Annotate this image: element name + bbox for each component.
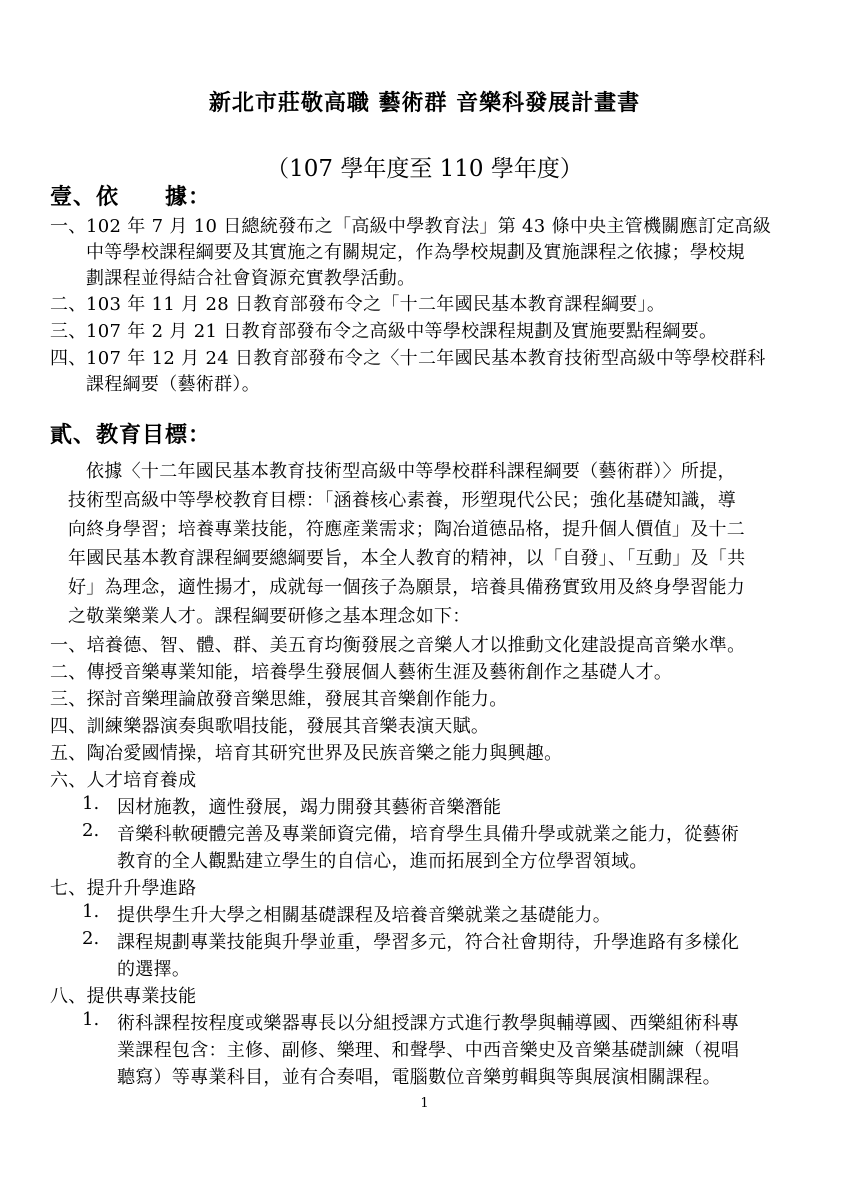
section-heading-goals: 貳、教育目標： xyxy=(50,422,212,448)
basis-item-1-line-3: 劃課程並得結合社會資源充實教學活動。 xyxy=(86,268,416,289)
goal-3: 三、探討音樂理論啟發音樂思維，發展其音樂創作能力。 xyxy=(50,689,508,710)
goals-intro-line-2: 技術型高級中等學校教育目標：「涵養核心素養，形塑現代公民；強化基礎知識，導 xyxy=(68,490,737,511)
goal-7-item-2-line-1: 課程規劃專業技能與升學並重，學習多元，符合社會期待，升學進路有多樣化 xyxy=(117,932,740,953)
basis-item-3-line-1: 107 年 2 月 21 日教育部發布令之高級中等學校課程規劃及實施要點程綱要。 xyxy=(86,321,718,342)
goal-6-item-2-line-2: 教育的全人觀點建立學生的自信心，進而拓展到全方位學習領域。 xyxy=(117,851,648,872)
goal-8-item-1-number: 1. xyxy=(82,1009,100,1030)
basis-item-2-marker: 二、 xyxy=(50,294,87,315)
basis-item-4-marker: 四、 xyxy=(50,348,87,369)
basis-item-3-marker: 三、 xyxy=(50,321,87,342)
goal-4: 四、訓練樂器演奏與歌唱技能，發展其音樂表演天賦。 xyxy=(50,716,490,737)
goal-1: 一、培養德、智、體、群、美五育均衡發展之音樂人才以推動文化建設提高音樂水準。 xyxy=(50,635,746,656)
section-heading-basis: 壹、依 據： xyxy=(50,184,212,210)
document-title: 新北市莊敬高職 藝術群 音樂科發展計畫書 xyxy=(208,90,641,116)
goal-6-item-1-line-1: 因材施教，適性發展，竭力開發其藝術音樂潛能 xyxy=(117,797,502,818)
basis-item-2-line-1: 103 年 11 月 28 日教育部發布令之「十二年國民基本教育課程綱要」。 xyxy=(86,294,666,315)
goal-8-item-1-line-3: 聽寫）等專業科目，並有合奏唱，電腦數位音樂剪輯與等與展演相關課程。 xyxy=(117,1067,721,1088)
goal-7-item-2-line-2: 的選擇。 xyxy=(117,959,191,980)
goals-intro-line-1: 依據〈十二年國民基本教育技術型高級中等學校群科課程綱要（藝術群）〉所提， xyxy=(86,461,736,482)
goal-2: 二、傳授音樂專業知能，培養學生發展個人藝術生涯及藝術創作之基礎人才。 xyxy=(50,662,673,683)
basis-item-1-line-1: 102 年 7 月 10 日總統發布之「高級中學教育法」第 43 條中央主管機關應訂定高級 xyxy=(86,216,772,237)
goals-intro-line-5: 好」為理念，適性揚才，成就每一個孩子為願景，培養具備務實致用及終身學習能力 xyxy=(68,577,746,598)
document-subtitle: （107 學年度至 110 學年度） xyxy=(266,156,583,182)
goal-6-item-1-number: 1. xyxy=(82,793,100,814)
goals-intro-line-3: 向終身學習；培養專業技能，符應產業需求；陶冶道德品格，提升個人價值」及十二 xyxy=(68,519,746,540)
goal-7-item-2-number: 2. xyxy=(82,928,100,949)
goal-7: 七、提升升學進路 xyxy=(50,878,197,899)
page-number: 1 xyxy=(420,1096,429,1111)
basis-item-1-line-2: 中等學校課程綱要及其實施之有關規定，作為學校規劃及實施課程之依據；學校規 xyxy=(86,242,745,263)
goal-6-item-2-line-1: 音樂科軟硬體完善及專業師資完備，培育學生具備升學或就業之能力，從藝術 xyxy=(117,824,740,845)
goal-8-item-1-line-2: 業課程包含：主修、副修、樂理、和聲學、中西音樂史及音樂基礎訓練（視唱 xyxy=(117,1040,740,1061)
goal-6: 六、人才培育養成 xyxy=(50,770,197,791)
basis-item-1-marker: 一、 xyxy=(50,216,87,237)
basis-item-4-line-2: 課程綱要（藝術群）。 xyxy=(86,374,260,395)
goal-7-item-1-number: 1. xyxy=(82,901,100,922)
basis-item-4-line-1: 107 年 12 月 24 日教育部發布令之〈十二年國民基本教育技術型高級中等學校群科 xyxy=(86,348,766,369)
goals-intro-line-4: 年國民基本教育課程綱要總綱要旨，本全人教育的精神，以「自發」、「互動」及「共 xyxy=(68,548,746,569)
goals-intro-line-6: 之敬業樂業人才。課程綱要研修之基本理念如下： xyxy=(68,606,471,627)
goal-8: 八、提供專業技能 xyxy=(50,986,197,1007)
goal-5: 五、陶冶愛國情操，培育其研究世界及民族音樂之能力與興趣。 xyxy=(50,743,563,764)
goal-7-item-1-line-1: 提供學生升大學之相關基礎課程及培養音樂就業之基礎能力。 xyxy=(117,905,612,926)
goal-8-item-1-line-1: 術科課程按程度或樂器專長以分組授課方式進行教學與輔導國、西樂組術科專 xyxy=(117,1013,740,1034)
goal-6-item-2-number: 2. xyxy=(82,820,100,841)
